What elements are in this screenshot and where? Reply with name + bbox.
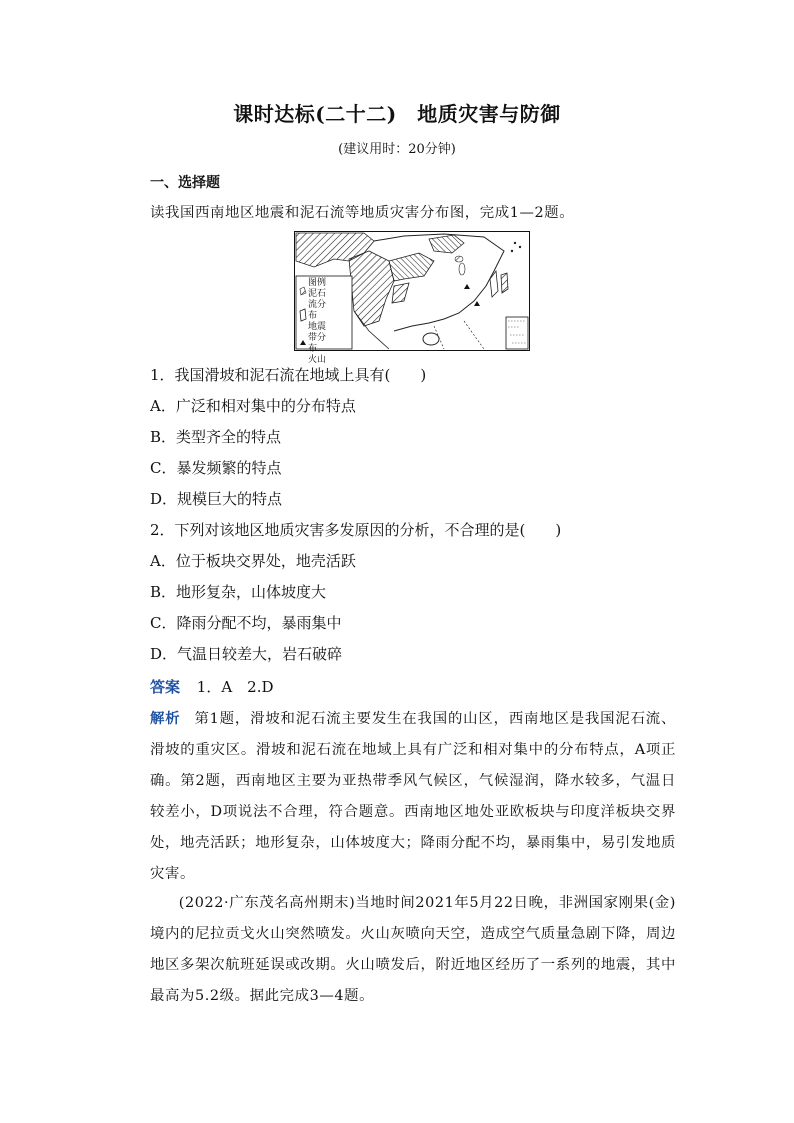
question-2-stem: 2．下列对该地区地质灾害多发原因的分析，不合理的是( ) [150,521,562,539]
answer-text: 1．A 2.D [196,678,274,696]
question-1-option-b: B．类型齐全的特点 [150,428,282,446]
question-1-option-d: D．规模巨大的特点 [150,490,283,508]
question-1-stem: 1．我国滑坡和泥石流在地域上具有( ) [150,366,427,384]
question-2-option-b: B．地形复杂，山体坡度大 [150,583,327,601]
passage-q3-4: (2022·广东茂名高州期末)当地时间2021年5月22日晚，非洲国家刚果(金)境内的尼拉贡戈火山突然喷发。火山灰喷向天空，造成空气质量急剧下降，周边地区多架次航班延误或改期。火山喷发后，附近地区经历了一系列的地震，其中最高为5.2级。据此完成3—4题。 [150,895,676,1004]
question-2-option-a: A．位于板块交界处，地壳活跃 [150,552,356,570]
question-1-option-c: C．暴发频繁的特点 [150,459,282,477]
question-2-option-c: C．降雨分配不均，暴雨集中 [150,614,342,632]
question-2-option-d: D．气温日较差大，岩石破碎 [150,645,343,663]
section-heading: 一、选择题 [150,175,220,191]
legend-item-debris-flow: 泥石流分布 [308,289,327,321]
suggested-time: (建议用时：20分钟) [338,142,456,157]
question-1-option-a: A．广泛和相对集中的分布特点 [150,397,356,415]
question-intro: 读我国西南地区地震和泥石流等地质灾害分布图，完成1—2题。 [150,205,575,221]
answer-label: 答案 [150,678,181,696]
explanation-label: 解析 [150,710,181,727]
page-title: 课时达标(二十二) 地质灾害与防御 [233,102,561,126]
disaster-distribution-map [294,231,530,365]
answer-line [150,676,274,697]
explanation-text: 第1题，滑坡和泥石流主要发生在我国的山区，西南地区是我国泥石流、滑坡的重灾区。滑坡和泥石流在地域上具有广泛和相对集中的分布特点，A项正确。第2题，西南地区主要为亚热带季风气候区，气候湿润，降水较多，气温日较差小，D项说法不合理，符合题意。西南地区地处亚欧板块与印度洋板块交界处，地壳活跃；地形复杂，山体坡度大；降雨分配不均，暴雨集中，易引发地质灾害。 [150,711,677,882]
explanation-paragraph [150,703,676,890]
legend-item-seismic-belt: 地震带分布 [308,322,327,354]
legend-item-volcano: 火山 [308,355,327,365]
map-legend [308,278,332,366]
legend-title: 图例 [308,278,327,288]
